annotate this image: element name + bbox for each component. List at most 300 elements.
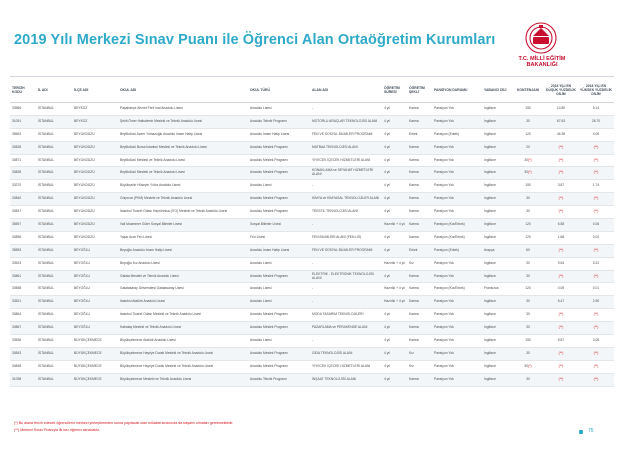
table-cell: 33558 — [10, 283, 36, 296]
col-header: 2018 YILI EN DÜŞÜK YÜZDELİK DİLİM — [544, 78, 578, 103]
table-cell: Pansiyon Yok — [432, 322, 482, 335]
table-cell: İSTANBUL — [36, 257, 72, 270]
table-cell: Beylikdüzü Mesleki ve Teknik Anadolu Lisesi — [118, 154, 248, 167]
table-cell: 1.74 — [578, 180, 614, 193]
table-cell: Karma — [407, 193, 432, 206]
table-cell: 0.02 — [578, 231, 614, 244]
table-cell: - — [310, 103, 382, 116]
table-row — [10, 347, 614, 360]
table-row — [10, 219, 614, 232]
table-cell: İngilizce — [482, 335, 512, 348]
table-row — [10, 115, 614, 128]
table-cell: 4 yıl — [382, 193, 407, 206]
table-cell: 30 — [512, 193, 544, 206]
table-cell: 150 — [512, 180, 544, 193]
table-row — [10, 270, 614, 283]
col-header: ÖĞRETİM SÜRESİ — [382, 78, 407, 103]
table-cell: Yaşar Acar Fen Lisesi — [118, 231, 248, 244]
table-cell: Erkek — [407, 244, 432, 257]
table-cell: Fransızca — [482, 283, 512, 296]
table-cell: 5.87 — [544, 335, 578, 348]
table-cell: İSTANBUL — [36, 103, 72, 116]
table-cell: YİYECEK İÇECEK HİZMETLERİ ALANI — [310, 154, 382, 167]
table-row — [10, 180, 614, 193]
table-cell: BÜYÜKÇEKMECE — [72, 347, 118, 360]
table-cell: Karma — [407, 322, 432, 335]
table-cell: KİMYA ve KİMYASAL TEKNOLOJİLER ALANI — [310, 193, 382, 206]
table-cell: Hazırlık + 4 yıl — [382, 296, 407, 309]
table-cell: İngilizce — [482, 309, 512, 322]
table-cell: 30 — [512, 309, 544, 322]
table-cell: Kız — [407, 360, 432, 373]
table-cell: (**) — [578, 193, 614, 206]
table-cell: İngilizce — [482, 154, 512, 167]
table-cell: Anadolu Meslek Programı — [248, 360, 310, 373]
table-cell: Anadolu Lisesi — [248, 103, 310, 116]
table-cell: 4 yıl — [382, 322, 407, 335]
table-cell: 30867 — [10, 322, 36, 335]
table-cell: 4 yıl — [382, 347, 407, 360]
table-cell: Galatasaray Üniversitesi Galatasaray Lisesi — [118, 283, 248, 296]
table-cell: Anadolu Lisesi — [248, 296, 310, 309]
table-cell: 150 — [512, 335, 544, 348]
table-cell: BEYOĞLU — [72, 296, 118, 309]
table-cell: 33521 — [10, 296, 36, 309]
table-cell: İngilizce — [482, 347, 512, 360]
table-cell: BEYOĞLU — [72, 257, 118, 270]
table-cell: Pansiyon (Erkek) — [432, 244, 482, 257]
table-row — [10, 309, 614, 322]
table-cell: İSTANBUL — [36, 231, 72, 244]
table-cell: 4 yıl — [382, 128, 407, 141]
page-title: 2019 Yılı Merkezi Sınav Puanı ile Öğrenci Alan Ortaöğretim Kurumları — [14, 32, 496, 48]
table-cell: 30(*) — [512, 360, 544, 373]
table-cell: Pansiyon Yok — [432, 360, 482, 373]
table-cell: Kız — [407, 257, 432, 270]
table-cell: BEYLİKDÜZÜ — [72, 167, 118, 180]
table-cell: 3.08 — [578, 335, 614, 348]
table-cell: 0.06 — [578, 219, 614, 232]
table-cell: İSTANBUL — [36, 347, 72, 360]
table-cell: (**) — [544, 360, 578, 373]
table-cell: 30(*) — [512, 154, 544, 167]
table-cell: Pansiyon Yok — [432, 335, 482, 348]
col-header: İL ADI — [36, 78, 72, 103]
table-cell: Pansiyon Yok — [432, 373, 482, 386]
table-cell: 30(*) — [512, 167, 544, 180]
table-cell: Beylikdüzü Mesleki ve Teknik Anadolu Lisesi — [118, 167, 248, 180]
table-cell: Beyoğlu Anadolu İmam Hatip Lisesi — [118, 244, 248, 257]
table-cell: MATBAA TEKNOLOJİSİ ALANI — [310, 141, 382, 154]
table-cell: İSTANBUL — [36, 373, 72, 386]
table-cell: Beylikdüzü Borsa İstanbul Mesleki ve Teknik Anadolu Lisesi — [118, 141, 248, 154]
table-cell: 4 yıl — [382, 206, 407, 219]
table-cell: 60 — [512, 244, 544, 257]
table-row — [10, 231, 614, 244]
table-cell: Büyükçekmece Hayriye Durak Mesleki ve Teknik Anadolu Lisesi — [118, 347, 248, 360]
table-cell: - — [310, 335, 382, 348]
school-table — [10, 78, 614, 387]
table-cell: Hazırlık + 4 yıl — [382, 283, 407, 296]
table-cell: Gürpınar (PKM) Mesleki ve Teknik Anadolu Lisesi — [118, 193, 248, 206]
table-cell: 4 yıl — [382, 360, 407, 373]
table-cell: Karma — [407, 335, 432, 348]
table-cell: 14.80 — [544, 103, 578, 116]
table-cell: Anadolu İmam Hatip Lisesi — [248, 128, 310, 141]
table-cell: 30848 — [10, 360, 36, 373]
table-cell: Karma — [407, 270, 432, 283]
table-cell: 30 — [512, 270, 544, 283]
table-cell: Hazırlık + 4 yıl — [382, 257, 407, 270]
table-cell: BEYLİKDÜZÜ — [72, 128, 118, 141]
table-cell: Büyükçekmece Atatürk Anadolu Lisesi — [118, 335, 248, 348]
table-cell: Anadolu Meslek Programı — [248, 193, 310, 206]
table-cell: Galata Mesleki ve Teknik Anadolu Lisesi — [118, 270, 248, 283]
table-cell: Beylikdüzü Azem Yılmazoğlu Anadolu İmam Hatip Lisesi — [118, 128, 248, 141]
table-cell: İngilizce — [482, 257, 512, 270]
table-cell: 30861 — [10, 270, 36, 283]
header-divider — [10, 76, 614, 77]
table-cell: 120 — [512, 128, 544, 141]
quota-footnote-mark: (*) — [528, 157, 532, 162]
table-cell: İSTANBUL — [36, 154, 72, 167]
table-cell: 4 yıl — [382, 115, 407, 128]
table-cell: (**) — [578, 270, 614, 283]
table-cell: İSTANBUL — [36, 128, 72, 141]
table-cell: Anadolu Meslek Programı — [248, 167, 310, 180]
table-cell: İngilizce — [482, 296, 512, 309]
table-cell: Fen Lisesi — [248, 231, 310, 244]
table-cell: BEYLİKDÜZÜ — [72, 219, 118, 232]
table-cell: 33536 — [10, 335, 36, 348]
table-cell: 31098 — [10, 373, 36, 386]
table-cell: Karma — [407, 296, 432, 309]
table-cell: Şehit Ömer Halisdemir Mesleki ve Teknik Anadolu Lisesi — [118, 115, 248, 128]
table-cell: İngilizce — [482, 128, 512, 141]
col-header: OKUL ADI — [118, 78, 248, 103]
table-cell: Pansiyon Yok — [432, 180, 482, 193]
table-cell: İSTANBUL — [36, 219, 72, 232]
table-cell: (**) — [578, 206, 614, 219]
table-cell: Anadolu İmam Hatip Lisesi — [248, 244, 310, 257]
footnote: (*) Bu alana tercih edecek öğrencilerin merkezi yerleştirmeden sonra yapılacak olan mülakat sınavında da başarılı olmaları gerekmektedir. — [14, 421, 234, 425]
table-cell: İSTANBUL — [36, 206, 72, 219]
table-cell: - — [310, 219, 382, 232]
table-cell: 33523 — [10, 257, 36, 270]
table-row — [10, 128, 614, 141]
table-cell: Pansiyon Yok — [432, 167, 482, 180]
table-cell: GIDA TEKNOLOJİSİ ALANI — [310, 347, 382, 360]
table-cell: 30828 — [10, 141, 36, 154]
table-cell: BEYLİKDÜZÜ — [72, 193, 118, 206]
table-cell: İSTANBUL — [36, 141, 72, 154]
table-cell: İSTANBUL — [36, 335, 72, 348]
table-cell: Pansiyon (Kız/Erkek) — [432, 219, 482, 232]
table-cell: Anadolu Meslek Programı — [248, 322, 310, 335]
table-cell: 31091 — [10, 115, 36, 128]
table-cell: ELEKTRİK - ELEKTRONİK TEKNOLOJİSİ ALANI — [310, 270, 382, 283]
table-cell: FEN VE SOSYAL BİLİMLER PROGRAMI — [310, 128, 382, 141]
table-cell: - — [310, 296, 382, 309]
ministry-logo-text — [490, 56, 594, 68]
table-cell: (**) — [544, 322, 578, 335]
table-cell: (**) — [578, 244, 614, 257]
table-cell: (**) — [578, 167, 614, 180]
table-cell: 26.70 — [578, 115, 614, 128]
table-cell: İSTANBUL — [36, 296, 72, 309]
table-cell: Anadolu Meslek Programı — [248, 206, 310, 219]
table-cell: 0.01 — [578, 283, 614, 296]
col-header: TERCİH KODU — [10, 78, 36, 103]
table-cell: 30847 — [10, 206, 36, 219]
table-cell: 30840 — [10, 193, 36, 206]
table-cell: Kız — [407, 347, 432, 360]
table-cell: Anadolu Lisesi — [248, 335, 310, 348]
table-cell: 30 — [512, 206, 544, 219]
table-cell: Karma — [407, 180, 432, 193]
table-cell: Pansiyon Yok — [432, 296, 482, 309]
table-cell: Anadolu Lisesi — [248, 283, 310, 296]
table-cell: Arapça — [482, 244, 512, 257]
table-row — [10, 360, 614, 373]
table-cell: Büyükçekmece Hayriye Durak Mesleki ve Teknik Anadolu Lisesi — [118, 360, 248, 373]
table-cell: İngilizce — [482, 206, 512, 219]
table-cell: Karma — [407, 219, 432, 232]
table-cell: Karma — [407, 115, 432, 128]
table-cell: İSTANBUL — [36, 360, 72, 373]
table-cell: MOTORLU ARAÇLAR TEKNOLOJİSİ ALANI — [310, 115, 382, 128]
table-cell: (**) — [544, 141, 578, 154]
col-header: İLÇE ADI — [72, 78, 118, 103]
table-cell: 30 — [512, 296, 544, 309]
footnotes — [14, 420, 233, 433]
table-cell: Pansiyon Yok — [432, 270, 482, 283]
col-header: OKUL TÜRÜ — [248, 78, 310, 103]
table-cell: Anadolu Meslek Programı — [248, 141, 310, 154]
table-cell: FEN VE SOSYAL BİLİMLER PROGRAMI — [310, 244, 382, 257]
table-cell: İstanbul Ticaret Odası Hayrünnisa (İTO) Mesleki ve Teknik Anadolu Lisesi — [118, 206, 248, 219]
table-cell: İngilizce — [482, 373, 512, 386]
table-body — [10, 103, 614, 387]
table-cell: Kabataş Mesleki ve Teknik Anadolu Lisesi — [118, 322, 248, 335]
table-cell: MODA TASARIM TEKNOLOJİLERİ — [310, 309, 382, 322]
table-row — [10, 373, 614, 386]
table-cell: 4 yıl — [382, 373, 407, 386]
logo-line-2: BAKANLIĞI — [526, 62, 558, 69]
table-cell: 30835 — [10, 167, 36, 180]
table-cell: (**) — [578, 141, 614, 154]
table-cell: FEN BİLİMLERİ ALANI (FEN LİS) — [310, 231, 382, 244]
table-cell: İngilizce — [482, 167, 512, 180]
table-cell: İSTANBUL — [36, 309, 72, 322]
table-cell: BEYLİKDÜZÜ — [72, 206, 118, 219]
table-cell: İSTANBUL — [36, 270, 72, 283]
table-cell: (**) — [544, 206, 578, 219]
table-cell: 4.06 — [578, 128, 614, 141]
table-cell: BEYOĞLU — [72, 283, 118, 296]
table-cell: Karma — [407, 167, 432, 180]
table-cell: İngilizce — [482, 322, 512, 335]
table-cell: BEYLİKDÜZÜ — [72, 231, 118, 244]
table-header-row — [10, 78, 614, 103]
table-cell: 30 — [512, 322, 544, 335]
table-cell: Karma — [407, 309, 432, 322]
table-cell: Anadolu Meslek Programı — [248, 154, 310, 167]
quota-footnote-mark: (*) — [528, 363, 532, 368]
table-cell: (**) — [578, 322, 614, 335]
table-cell: Anadolu Meslek Programı — [248, 309, 310, 322]
table-row — [10, 244, 614, 257]
table-cell: İngilizce — [482, 103, 512, 116]
table-cell: Pansiyon Yok — [432, 103, 482, 116]
table-cell: 67.63 — [544, 115, 578, 128]
table-row — [10, 154, 614, 167]
table-cell: BEYLİKDÜZÜ — [72, 141, 118, 154]
table-cell: (**) — [544, 244, 578, 257]
table-cell: BEYOĞLU — [72, 322, 118, 335]
table-cell: Erkek — [407, 128, 432, 141]
table-cell: (**) — [578, 373, 614, 386]
table-cell: BEYKOZ — [72, 103, 118, 116]
table-cell: 30843 — [10, 347, 36, 360]
table-cell: 4 yıl — [382, 244, 407, 257]
col-header: 2018 YILI EN YÜKSEK YÜZDELİK DİLİM — [578, 78, 614, 103]
table-cell: İSTANBUL — [36, 115, 72, 128]
table-cell: (**) — [578, 154, 614, 167]
table-cell: Paşabahçe Ahmet Ferit İnal Anadolu Lisesi — [118, 103, 248, 116]
table-cell: BEYKOZ — [72, 115, 118, 128]
table-cell: Pansiyon (Kız/Erkek) — [432, 283, 482, 296]
table-cell: KONAKLAMA ve SEYAHAT HİZMETLERİ ALANI — [310, 167, 382, 180]
col-header: PANSİYON DURUMU — [432, 78, 482, 103]
table-cell: (**) — [578, 347, 614, 360]
page-number: 75 — [588, 428, 594, 434]
table-cell: 4 yıl — [382, 180, 407, 193]
table-cell: BEYOĞLU — [72, 244, 118, 257]
table-cell: Sosyal Bilimler Lisesi — [248, 219, 310, 232]
table-cell: 4 yıl — [382, 231, 407, 244]
table-cell: 2.90 — [578, 296, 614, 309]
table-cell: İstanbul Atatürk Anadolu Lisesi — [118, 296, 248, 309]
table-cell: Beyoğlu Kız Anadolu Lisesi — [118, 257, 248, 270]
table-cell: İngilizce — [482, 141, 512, 154]
logo-line-1: T.C. MİLLİ EĞİTİM — [518, 56, 566, 62]
table-cell: 30 — [512, 115, 544, 128]
table-cell: BEYOĞLU — [72, 309, 118, 322]
table-cell: İngilizce — [482, 219, 512, 232]
table-cell: (**) — [544, 373, 578, 386]
table-cell: Anadolu Teknik Programı — [248, 115, 310, 128]
table-cell: 35557 — [10, 219, 36, 232]
table-cell: İSTANBUL — [36, 180, 72, 193]
table-cell: Karma — [407, 231, 432, 244]
table-cell: (**) — [544, 193, 578, 206]
table-cell: Pansiyon Yok — [432, 115, 482, 128]
table-cell: Karma — [407, 373, 432, 386]
table-cell: BÜYÜKÇEKMECE — [72, 360, 118, 373]
table-cell: BÜYÜKÇEKMECE — [72, 373, 118, 386]
col-header: KONTENJANI — [512, 78, 544, 103]
table-row — [10, 141, 614, 154]
table-row — [10, 257, 614, 270]
table-cell: Pansiyon Yok — [432, 257, 482, 270]
table-cell: 150 — [512, 103, 544, 116]
table-row — [10, 193, 614, 206]
table-cell: Pansiyon Yok — [432, 206, 482, 219]
table-cell: BÜYÜKÇEKMECE — [72, 335, 118, 348]
table-cell: YİYECEK İÇECEK HİZMETLERİ ALANI — [310, 360, 382, 373]
table-cell: 4 yıl — [382, 270, 407, 283]
table-row — [10, 335, 614, 348]
table-cell: 0.05 — [544, 283, 578, 296]
table-cell: 30 — [512, 347, 544, 360]
table-row — [10, 322, 614, 335]
table-cell: Karma — [407, 141, 432, 154]
table-cell: 4 yıl — [382, 335, 407, 348]
table-cell: - — [310, 180, 382, 193]
table-cell: İSTANBUL — [36, 244, 72, 257]
table-cell: Anadolu Teknik Programı — [248, 373, 310, 386]
table-cell: 35553 — [10, 244, 36, 257]
table-cell: (**) — [578, 309, 614, 322]
footnote: (**) Merkezi Sınav Puanıyla ilk kez öğrenci alınacaktır. — [14, 427, 101, 432]
table-cell: PAZARLAMA ve PERAKENDE ALANI — [310, 322, 382, 335]
table-cell: - — [310, 283, 382, 296]
quota-footnote-mark: (*) — [528, 170, 532, 175]
col-header: YABANCI DİLİ — [482, 78, 512, 103]
table-row — [10, 296, 614, 309]
table-cell: Hazırlık + 4 yıl — [382, 219, 407, 232]
table-row — [10, 167, 614, 180]
table-cell: İngilizce — [482, 270, 512, 283]
table-row — [10, 283, 614, 296]
table-cell: 30864 — [10, 309, 36, 322]
table-cell: 6.47 — [544, 296, 578, 309]
table-cell: 1.68 — [544, 231, 578, 244]
table-cell: 9.64 — [544, 257, 578, 270]
table-cell: Karma — [407, 103, 432, 116]
table-cell: Pansiyon Yok — [432, 347, 482, 360]
table-cell: Pansiyon Yok — [432, 309, 482, 322]
table-cell: (**) — [544, 347, 578, 360]
table-cell: 30 — [512, 257, 544, 270]
table-cell: İstanbul Ticaret Odası Mesleki ve Teknik Anadolu Lisesi — [118, 309, 248, 322]
table-cell: BEYLİKDÜZÜ — [72, 154, 118, 167]
table-cell: BEYOĞLU — [72, 270, 118, 283]
table-cell: 30871 — [10, 154, 36, 167]
table-row — [10, 206, 614, 219]
table-cell: İngilizce — [482, 360, 512, 373]
table-cell: 4 yıl — [382, 154, 407, 167]
col-header: ALAN ADI — [310, 78, 382, 103]
table-cell: İngilizce — [482, 115, 512, 128]
table-cell: 4 yıl — [382, 141, 407, 154]
table-cell: Anadolu Meslek Programı — [248, 270, 310, 283]
table-cell: İngilizce — [482, 180, 512, 193]
table-cell: İSTANBUL — [36, 193, 72, 206]
table-cell: BEYLİKDÜZÜ — [72, 180, 118, 193]
table-cell: 120 — [512, 219, 544, 232]
table-cell: 35663 — [10, 128, 36, 141]
table-cell: 20 — [512, 141, 544, 154]
table-cell: İngilizce — [482, 193, 512, 206]
table-cell: Büyükşehir Hüseyin Yıldız Anadolu Lisesi — [118, 180, 248, 193]
table-cell: 6.58 — [544, 219, 578, 232]
table-cell: İngilizce — [482, 231, 512, 244]
table-cell: (**) — [578, 360, 614, 373]
table-cell: Büyükçekmece Mesleki ve Teknik Anadolu Lisesi — [118, 373, 248, 386]
table-cell: 120 — [512, 283, 544, 296]
